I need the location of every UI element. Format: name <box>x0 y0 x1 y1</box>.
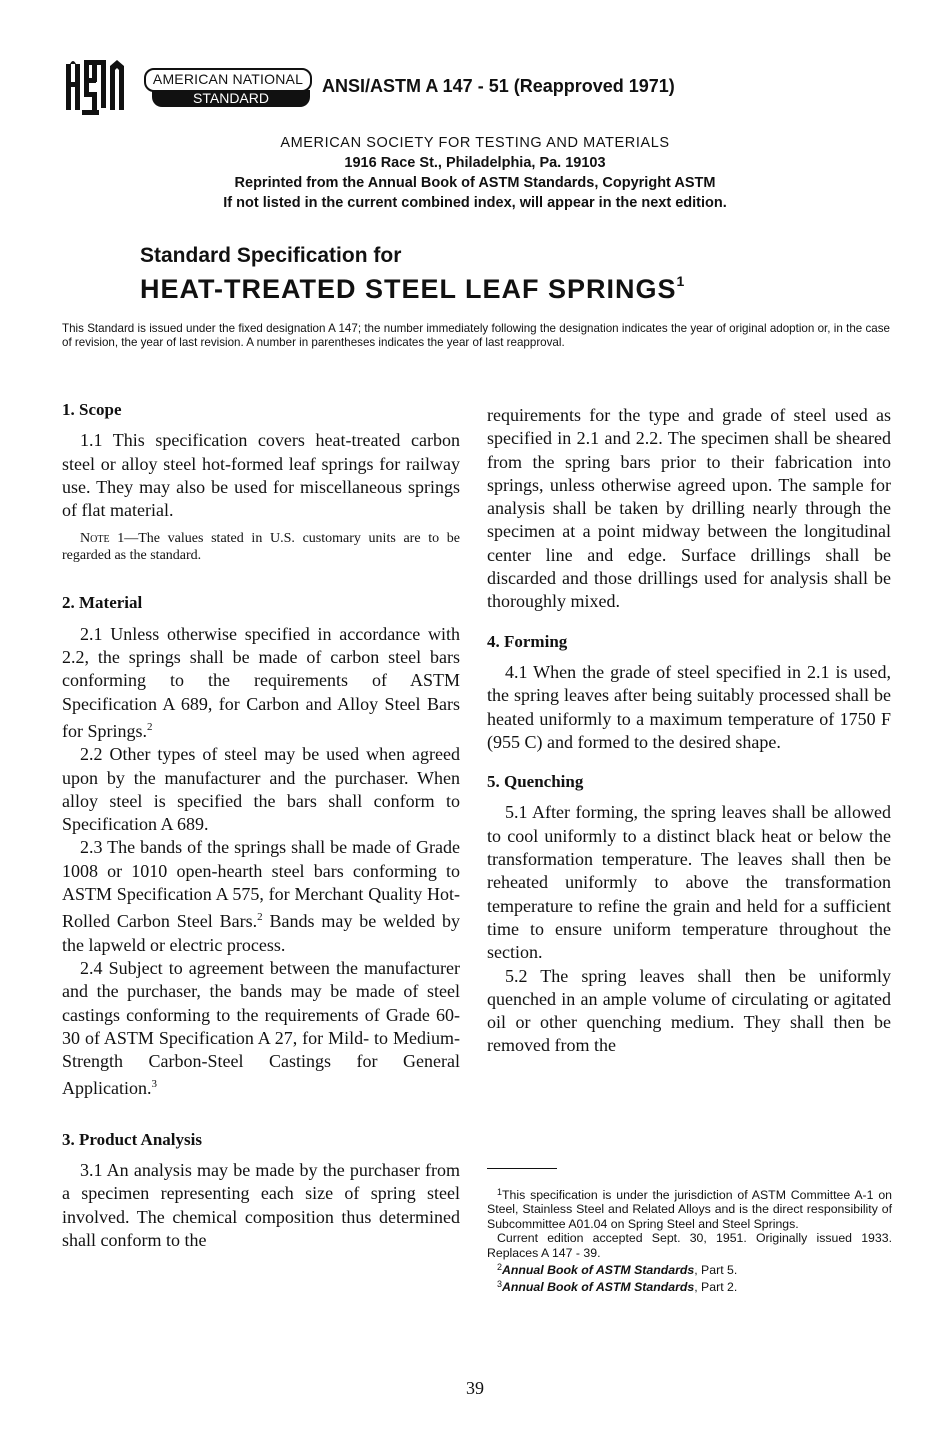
page-number: 39 <box>466 1378 484 1398</box>
ans-badge-bottom: STANDARD <box>152 90 310 107</box>
issued-note: This Standard is issued under the fixed designation A 147; the number immediately following the designation indicates the year of original adoption or, in the case of revision, the year of last revision. A number in parentheses indicates the year of last reapproval. <box>62 322 890 349</box>
paragraph-2-4: 2.4 Subject to agreement between the manufacturer and the purchaser, the bands may be made of steel castings conforming to the requirements of Grade 60-30 of ASTM Specification A 27, for Mild- to Medium-Strength Carbon-Steel Castings for General Application.$^3$ <box>62 957 460 1099</box>
left-column <box>62 398 460 1252</box>
paragraph-5-1: 5.1 After forming, the spring leaves shall be allowed to cool uniformly to a distinct black heat or below the transformation temperature. The leaves shall then be reheated uniformly to above the transformation temperature to refine the grain and held for a sufficient time to ensure uniform temperature throughout the section. <box>487 802 891 963</box>
paragraph-3-1-continued: requirements for the type and grade of steel used as specified in 2.1 and 2.2. The specimen shall be sheared from the spring bars prior to their fabrication into springs, unless otherwise agreed upon. The sample for analysis shall be taken by drilling nearly through the specimen at a point midway between the longitudinal center line and edge. Surface drillings shall be discarded and those drillings used for analysis shall be thoroughly mixed. <box>487 405 891 612</box>
society-name: AMERICAN SOCIETY FOR TESTING AND MATERIALS <box>280 135 670 151</box>
paragraph-2-2: 2.2 Other types of steel may be used when agreed upon by the manufacturer and the purchaser. When alloy steel is specified the bars shall conform to Specification A 689. <box>62 744 460 835</box>
ans-badge <box>142 68 312 108</box>
footnotes <box>487 1185 892 1295</box>
section-heading-product-analysis: 3. Product Analysis <box>62 1129 202 1149</box>
paragraph-4-1: 4.1 When the grade of steel specified in 2.1 is used, the spring leaves after being suitably processed shall be heated uniformly to a maximum temperature of 1750 F (955 C) and formed to the desired shape. <box>487 661 891 752</box>
index-note: If not listed in the current combined index, will appear in the next edition. <box>223 195 727 211</box>
section-heading-material: 2. Material <box>62 593 143 613</box>
paragraph-5-2: 5.2 The spring leaves shall then be uniformly quenched in an ample volume of circulating or agitated oil or other quenching medium. They shall then be removed from the <box>487 965 891 1056</box>
astm-logo-icon <box>62 58 128 116</box>
paragraph-2-1: 2.1 Unless otherwise specified in accordance with 2.2, the springs shall be made of carbon steel bars conforming to the requirements of ASTM Specification A 689, for Carbon and Alloy Steel Bars for Springs.$^2$ <box>62 623 460 741</box>
society-address: 1916 Race St., Philadelphia, Pa. 19103 <box>344 155 606 171</box>
footnote-1-edition: Current edition accepted Sept. 30, 1951. Originally issued 1933. Replaces A 147 - 39. <box>487 1231 892 1260</box>
designation: ANSI/ASTM A 147 - 51 (Reapproved 1971) <box>322 76 675 96</box>
note-1: Note 1—The values stated in U.S. customary units are to be regarded as the standard. <box>62 531 460 564</box>
footnote-divider <box>487 1168 557 1169</box>
right-column <box>487 404 891 1058</box>
paragraph-2-3: 2.3 The bands of the springs shall be made of Grade 1008 or 1010 open-hearth steel bars conforming to ASTM Specification A 575, for Merchant Quality Hot-Rolled Carbon Steel Bars.$^2$ Bands may be welded by the lapweld or electric process. <box>62 837 460 955</box>
paragraph-1-1: 1.1 This specification covers heat-treated carbon steel or alloy steel hot-formed leaf springs for railway use. They may also be used for miscellaneous springs of flat material. <box>62 430 460 521</box>
section-heading-forming: 4. Forming <box>487 631 568 651</box>
paragraph-3-1: 3.1 An analysis may be made by the purchaser from a specimen representing each size of spring steel involved. The chemical composition thus determined shall conform to the <box>62 1160 460 1250</box>
page-title: HEAT-TREATED STEEL LEAF SPRINGS$^1$ <box>140 273 686 304</box>
footnote-1: $^1$This specification is under the jurisdiction of ASTM Committee A-1 on Steel, Stainless Steel and Related Alloys and is the direct responsibility of Subcommittee A01.04 on Spring Steel and Steel Springs. <box>487 1187 892 1231</box>
footnote-2: $^2$Annual Book of ASTM Standards, Part 5. <box>497 1262 738 1278</box>
section-heading-quenching: 5. Quenching <box>487 772 584 792</box>
standard-for: Standard Specification for <box>140 244 402 267</box>
ans-badge-top: AMERICAN NATIONAL <box>144 68 312 92</box>
section-heading-scope: 1. Scope <box>62 400 122 419</box>
reprint-note: Reprinted from the Annual Book of ASTM Standards, Copyright ASTM <box>234 175 716 191</box>
footnote-3: $^3$Annual Book of ASTM Standards, Part 2. <box>497 1279 738 1295</box>
